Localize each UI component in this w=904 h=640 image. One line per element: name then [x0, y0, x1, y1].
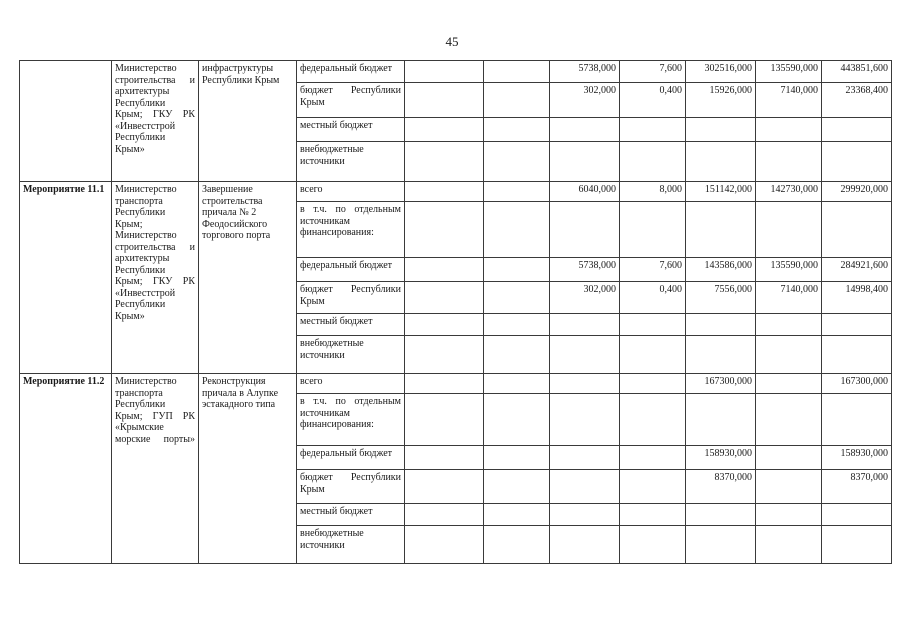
value-cell-v7: 167300,000 [822, 374, 892, 394]
budget-table [19, 60, 892, 564]
value-cell-v1 [405, 118, 484, 142]
value-cell-v6 [756, 314, 822, 336]
value-cell-v6 [756, 394, 822, 446]
value-cell-v3: 5738,000 [550, 258, 620, 282]
value-cell-v3 [550, 336, 620, 374]
value-cell-v6: 7140,000 [756, 83, 822, 118]
value-cell-v7 [822, 118, 892, 142]
value-cell-v6 [756, 118, 822, 142]
value-cell-v2 [484, 504, 550, 526]
value-cell-v3 [550, 446, 620, 470]
value-cell-v3: 5738,000 [550, 61, 620, 83]
value-cell-v4: 0,400 [620, 282, 686, 314]
value-cell-v4 [620, 202, 686, 258]
value-cell-v2 [484, 526, 550, 564]
funding-source-cell: в т.ч. по отдельным источникам финансирования: [297, 202, 405, 258]
value-cell-v4 [620, 314, 686, 336]
value-cell-v2 [484, 314, 550, 336]
value-cell-v6: 7140,000 [756, 282, 822, 314]
funding-source-cell: внебюджетные источники [297, 526, 405, 564]
value-cell-v5: 158930,000 [686, 446, 756, 470]
value-cell-v7: 443851,600 [822, 61, 892, 83]
value-cell-v1 [405, 314, 484, 336]
value-cell-v2 [484, 394, 550, 446]
funding-source-cell: всего [297, 374, 405, 394]
value-cell-v7 [822, 142, 892, 182]
value-cell-v2 [484, 83, 550, 118]
value-cell-v6: 135590,000 [756, 258, 822, 282]
funding-source-cell: всего [297, 182, 405, 202]
value-cell-v7: 23368,400 [822, 83, 892, 118]
value-cell-v2 [484, 282, 550, 314]
value-cell-v7 [822, 202, 892, 258]
value-cell-v5: 15926,000 [686, 83, 756, 118]
funding-source-cell: местный бюджет [297, 504, 405, 526]
funding-source-cell: внебюджетные источники [297, 336, 405, 374]
value-cell-v2 [484, 142, 550, 182]
value-cell-v4: 0,400 [620, 83, 686, 118]
funding-source-cell: в т.ч. по отдельным источникам финансирования: [297, 394, 405, 446]
executor-cell: Министерство строительства и архитектуры Республики Крым; ГКУ РК «Инвестстрой Республики Крым» [112, 61, 199, 182]
funding-source-cell: федеральный бюджет [297, 258, 405, 282]
value-cell-v6 [756, 470, 822, 504]
value-cell-v5 [686, 118, 756, 142]
value-cell-v1 [405, 394, 484, 446]
measure-cell: Мероприятие 11.2 [20, 374, 112, 564]
funding-source-cell: бюджет Республики Крым [297, 470, 405, 504]
value-cell-v4: 7,600 [620, 258, 686, 282]
value-cell-v6 [756, 336, 822, 374]
value-cell-v7 [822, 526, 892, 564]
value-cell-v4 [620, 470, 686, 504]
value-cell-v3 [550, 142, 620, 182]
value-cell-v7: 299920,000 [822, 182, 892, 202]
value-cell-v4 [620, 336, 686, 374]
value-cell-v3 [550, 118, 620, 142]
value-cell-v2 [484, 258, 550, 282]
value-cell-v5 [686, 504, 756, 526]
value-cell-v6 [756, 202, 822, 258]
value-cell-v3 [550, 374, 620, 394]
funding-source-cell: внебюджетные источники [297, 142, 405, 182]
value-cell-v5 [686, 336, 756, 374]
value-cell-v1 [405, 470, 484, 504]
value-cell-v6 [756, 446, 822, 470]
value-cell-v3 [550, 504, 620, 526]
value-cell-v4 [620, 142, 686, 182]
value-cell-v3 [550, 202, 620, 258]
measure-name-cell: инфраструктуры Республики Крым [199, 61, 297, 182]
page-number: 45 [445, 34, 459, 49]
value-cell-v6: 135590,000 [756, 61, 822, 83]
value-cell-v6 [756, 374, 822, 394]
table-row [20, 61, 892, 83]
value-cell-v5: 302516,000 [686, 61, 756, 83]
measure-name-cell: Реконструкция причала в Алупке эстакадного типа [199, 374, 297, 564]
value-cell-v2 [484, 182, 550, 202]
value-cell-v4 [620, 374, 686, 394]
value-cell-v1 [405, 374, 484, 394]
value-cell-v6 [756, 504, 822, 526]
value-cell-v3: 302,000 [550, 282, 620, 314]
measure-cell [20, 61, 112, 182]
value-cell-v5: 167300,000 [686, 374, 756, 394]
value-cell-v5 [686, 394, 756, 446]
value-cell-v1 [405, 61, 484, 83]
funding-source-cell: местный бюджет [297, 314, 405, 336]
value-cell-v2 [484, 118, 550, 142]
value-cell-v7: 14998,400 [822, 282, 892, 314]
value-cell-v1 [405, 182, 484, 202]
value-cell-v3 [550, 394, 620, 446]
value-cell-v5: 8370,000 [686, 470, 756, 504]
value-cell-v7 [822, 504, 892, 526]
value-cell-v7: 158930,000 [822, 446, 892, 470]
value-cell-v2 [484, 470, 550, 504]
value-cell-v1 [405, 142, 484, 182]
value-cell-v3: 6040,000 [550, 182, 620, 202]
value-cell-v7 [822, 394, 892, 446]
value-cell-v1 [405, 282, 484, 314]
value-cell-v6 [756, 526, 822, 564]
value-cell-v4: 8,000 [620, 182, 686, 202]
value-cell-v4 [620, 504, 686, 526]
value-cell-v1 [405, 504, 484, 526]
value-cell-v2 [484, 336, 550, 374]
value-cell-v5: 7556,000 [686, 282, 756, 314]
value-cell-v1 [405, 526, 484, 564]
value-cell-v4 [620, 526, 686, 564]
value-cell-v1 [405, 258, 484, 282]
value-cell-v5 [686, 202, 756, 258]
value-cell-v2 [484, 446, 550, 470]
value-cell-v5 [686, 526, 756, 564]
value-cell-v4 [620, 394, 686, 446]
value-cell-v3 [550, 314, 620, 336]
funding-source-cell: бюджет Республики Крым [297, 83, 405, 118]
funding-source-cell: бюджет Республики Крым [297, 282, 405, 314]
value-cell-v2 [484, 374, 550, 394]
value-cell-v4: 7,600 [620, 61, 686, 83]
value-cell-v5: 151142,000 [686, 182, 756, 202]
value-cell-v2 [484, 202, 550, 258]
value-cell-v3: 302,000 [550, 83, 620, 118]
value-cell-v2 [484, 61, 550, 83]
funding-source-cell: федеральный бюджет [297, 61, 405, 83]
executor-cell: Министерство транспорта Республики Крым; Министерство строительства и архитектуры Республики Крым; ГКУ РК «Инвестстрой Республики Крым» [112, 182, 199, 374]
measure-cell: Мероприятие 11.1 [20, 182, 112, 374]
value-cell-v7 [822, 314, 892, 336]
value-cell-v6: 142730,000 [756, 182, 822, 202]
value-cell-v4 [620, 118, 686, 142]
value-cell-v3 [550, 526, 620, 564]
executor-cell: Министерство транспорта Республики Крым; ГУП РК «Крымские морские порты» [112, 374, 199, 564]
value-cell-v5 [686, 314, 756, 336]
value-cell-v1 [405, 202, 484, 258]
funding-source-cell: федеральный бюджет [297, 446, 405, 470]
value-cell-v4 [620, 446, 686, 470]
value-cell-v1 [405, 446, 484, 470]
value-cell-v5: 143586,000 [686, 258, 756, 282]
measure-name-cell: Завершение строительства причала № 2 Феодосийского торгового порта [199, 182, 297, 374]
value-cell-v6 [756, 142, 822, 182]
table-row [20, 182, 892, 202]
value-cell-v7: 8370,000 [822, 470, 892, 504]
value-cell-v7: 284921,600 [822, 258, 892, 282]
value-cell-v3 [550, 470, 620, 504]
value-cell-v1 [405, 336, 484, 374]
value-cell-v7 [822, 336, 892, 374]
value-cell-v5 [686, 142, 756, 182]
value-cell-v1 [405, 83, 484, 118]
table-row [20, 374, 892, 394]
funding-source-cell: местный бюджет [297, 118, 405, 142]
